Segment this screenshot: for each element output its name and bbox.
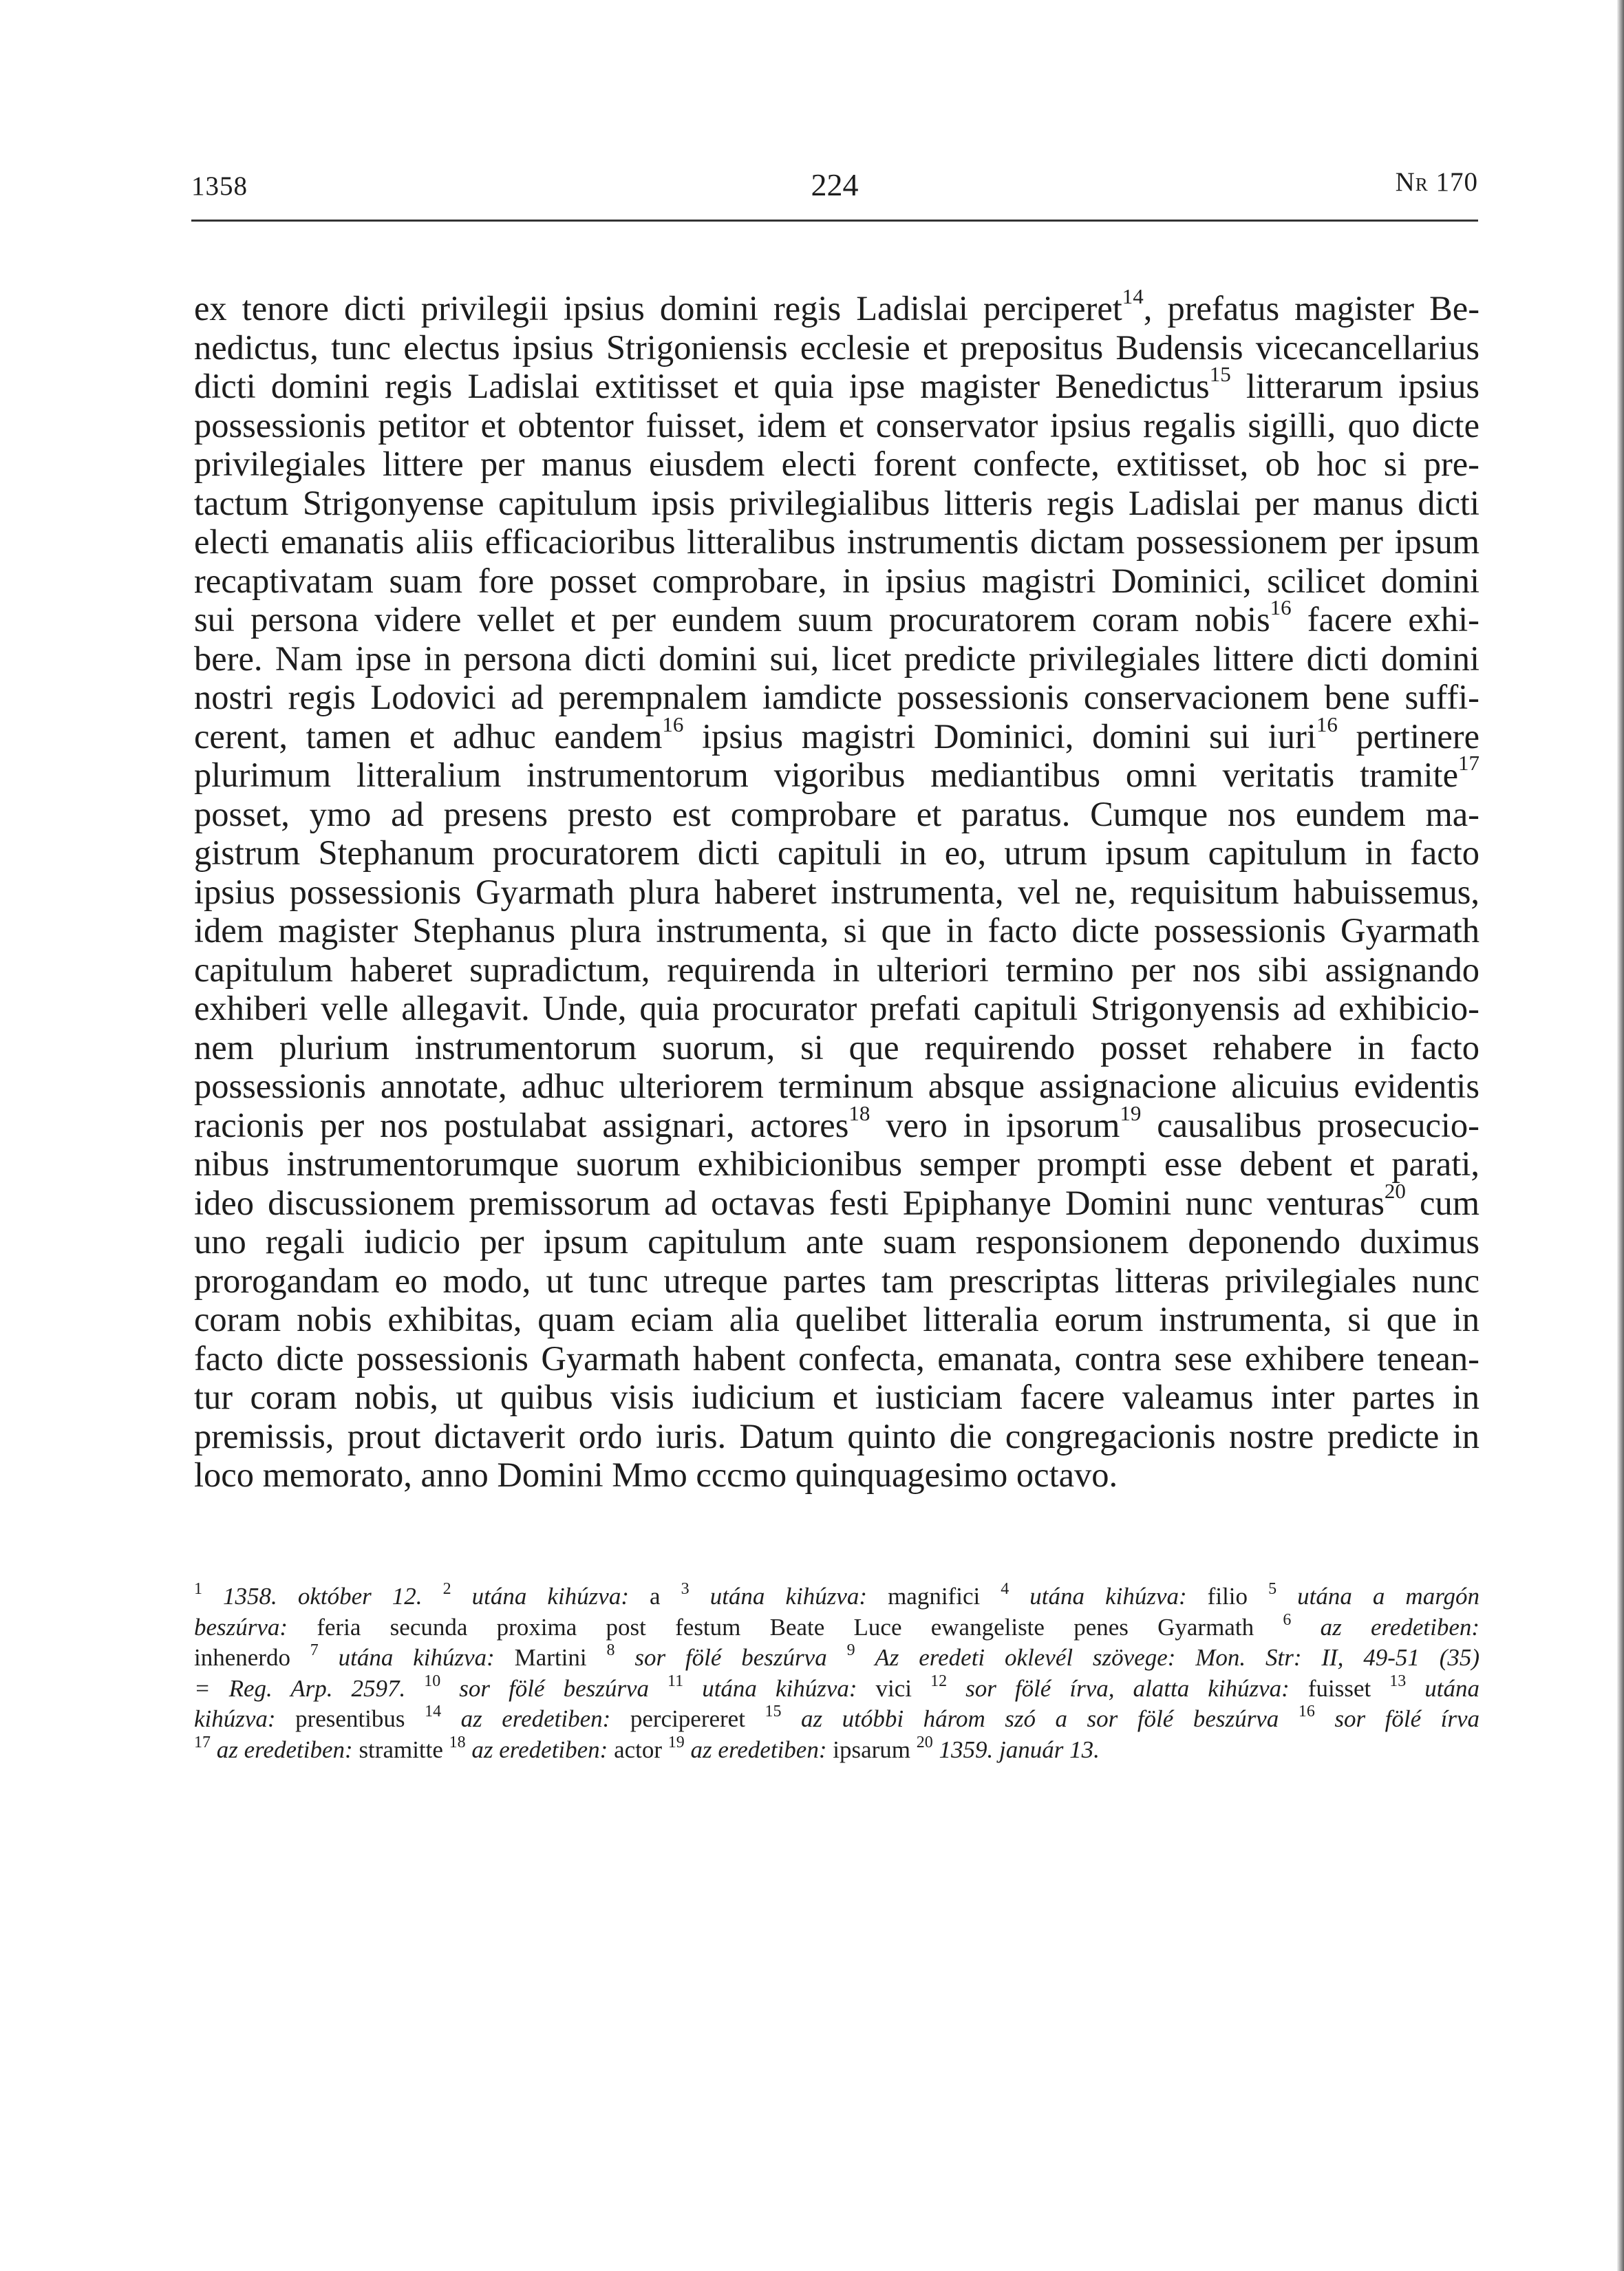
- footnote-line: [194, 1704, 1479, 1735]
- text-line: [194, 873, 1479, 912]
- text-run: [685, 1736, 691, 1763]
- footnote-marker: 8: [606, 1641, 615, 1659]
- footnote-marker: 9: [846, 1641, 855, 1659]
- text-line: [194, 1378, 1479, 1417]
- document-number: Nr 170: [1395, 167, 1478, 197]
- text-run: nedictus, tunc electus ipsius Strigoniensis ecclesie et prepositus Budensis vicecancellarius: [194, 328, 1479, 367]
- editorial-note: 1358. október 12.: [223, 1583, 423, 1610]
- text-run: exhiberi velle allegavit. Unde, quia procurator prefati capituli Strigonyensis ad exhibicio-: [194, 989, 1479, 1027]
- text-run: possessionis petitor et obtentor fuisset, idem et conservator ipsius regalis sigilli, quo dicte: [194, 405, 1479, 445]
- text-line: [194, 1100, 1479, 1145]
- editorial-note: utána kihúzva:: [1029, 1583, 1187, 1610]
- text-run: pertinere: [1337, 716, 1479, 756]
- editorial-note: sor fölé beszúrva: [634, 1644, 827, 1671]
- text-line: [194, 751, 1479, 795]
- text-run: [855, 1644, 875, 1671]
- editorial-note: utána kihúzva:: [338, 1644, 495, 1671]
- footnote-marker: 15: [1209, 362, 1231, 386]
- text-run: facere exhi-: [1291, 600, 1479, 639]
- editorial-note: az eredetiben:: [460, 1705, 611, 1732]
- text-run: [1315, 1705, 1335, 1732]
- text-line: [194, 522, 1479, 562]
- editorial-note: beszúrva:: [194, 1613, 288, 1641]
- footnote-line: [194, 1643, 1479, 1674]
- text-line: [194, 595, 1479, 639]
- text-run: vero in ipsorum: [870, 1105, 1120, 1144]
- footnote-line: [194, 1674, 1479, 1705]
- text-run: plurimum litteralium instrumentorum vigoribus mediantibus omni veritatis tramite: [194, 756, 1458, 794]
- footnote-marker: 11: [667, 1672, 684, 1690]
- footnote-marker: 13: [1389, 1672, 1407, 1690]
- text-line: [194, 795, 1479, 834]
- text-run: stramitte: [352, 1736, 449, 1763]
- footnote-marker: 5: [1268, 1580, 1277, 1598]
- footnote-marker: 20: [916, 1733, 933, 1751]
- footnote-marker: 14: [425, 1703, 442, 1720]
- text-run: [319, 1644, 339, 1671]
- text-run: [827, 1644, 847, 1671]
- text-line: [194, 445, 1479, 484]
- text-run: [202, 1583, 223, 1610]
- footnote-marker: 18: [449, 1733, 466, 1751]
- text-run: ipsius possessionis Gyarmath plura haberet instrumenta, vel ne, requisitum habuissemus,: [194, 872, 1479, 911]
- charter-text: [194, 284, 1480, 1495]
- text-line: [194, 1339, 1479, 1378]
- text-line: [194, 911, 1479, 950]
- text-run: percipereret: [610, 1705, 765, 1732]
- text-line: [194, 833, 1479, 873]
- text-line: [194, 1178, 1479, 1223]
- text-run: electi emanatis aliis efficacioribus litteralibus instrumentis dictam possessionem per ipsum: [194, 522, 1479, 561]
- text-run: [690, 1583, 710, 1610]
- text-line: [194, 484, 1479, 523]
- text-run: capitulum haberet supradictum, requirenda in ulteriori termino per nos sibi assignando: [194, 950, 1479, 989]
- text-run: causalibus prosecucio-: [1141, 1105, 1479, 1144]
- text-line: [194, 1028, 1479, 1067]
- text-run: Martini: [494, 1644, 607, 1671]
- text-run: [947, 1675, 965, 1702]
- text-run: vici: [857, 1674, 931, 1702]
- text-line: [194, 362, 1479, 406]
- footnote-marker: 12: [930, 1672, 948, 1690]
- editorial-note: sor fölé írva: [1334, 1705, 1480, 1732]
- footnotes: [194, 1581, 1479, 1765]
- text-run: [211, 1736, 217, 1763]
- text-run: ideo discussionem premissorum ad octavas festi Epiphanye Domini nunc venturas: [194, 1183, 1385, 1222]
- editorial-note: sor fölé beszúrva: [459, 1674, 650, 1702]
- editorial-note: sor fölé írva, alatta kihúzva:: [965, 1674, 1290, 1702]
- editorial-note: 1359. január 13.: [939, 1736, 1100, 1763]
- footnote-marker: 18: [848, 1100, 870, 1125]
- text-run: idem magister Stephanus plura instrumenta, si que in facto dicte possessionis Gyarmath: [194, 911, 1479, 950]
- editorial-note: az eredetiben:: [471, 1736, 608, 1763]
- text-run: cerent, tamen et adhuc eandem: [194, 716, 663, 756]
- editorial-note: Az eredeti oklevél szövege: Mon. Str: II, 49-51 (35): [875, 1644, 1480, 1671]
- text-line: [194, 989, 1479, 1028]
- text-line: [194, 712, 1479, 756]
- header-year: 1358: [191, 171, 248, 201]
- footnote-marker: 2: [442, 1580, 451, 1598]
- text-run: fuisset: [1289, 1674, 1390, 1702]
- text-run: [440, 1675, 459, 1702]
- running-head: [191, 164, 1478, 219]
- editorial-note: az eredetiben:: [216, 1736, 353, 1763]
- text-run: recaptivatam suam fore posset comprobare, in ipsius magistri Dominici, scilicet domini: [194, 561, 1479, 600]
- page-number: 224: [811, 167, 859, 202]
- text-run: [423, 1583, 443, 1610]
- editorial-note: utána kihúzva:: [702, 1674, 857, 1702]
- footnote-marker: 3: [681, 1580, 690, 1598]
- text-run: bere. Nam ipse in persona dicti domini sui, licet predicte privilegiales littere dicti domini: [194, 639, 1479, 678]
- text-run: [1406, 1675, 1424, 1702]
- text-run: litterarum ipsius: [1230, 367, 1479, 405]
- editorial-note: utána: [1424, 1674, 1480, 1702]
- text-run: [1279, 1705, 1299, 1732]
- text-run: [683, 1675, 702, 1702]
- text-line: [194, 328, 1479, 367]
- header-rule: [191, 220, 1478, 222]
- text-run: , prefatus magister Be-: [1143, 289, 1480, 328]
- editorial-note: utána a margón: [1297, 1583, 1480, 1610]
- text-run: cum: [1405, 1183, 1479, 1222]
- text-run: [649, 1675, 667, 1702]
- text-line: [194, 1456, 1479, 1495]
- text-run: gistrum Stephanum procuratorem dicti capituli in eo, utrum ipsum capitulum in facto: [194, 833, 1479, 872]
- text-line: [194, 1261, 1479, 1301]
- text-run: ex tenore dicti privilegii ipsius domini regis Ladislai perciperet: [194, 289, 1122, 328]
- text-run: dicti domini regis Ladislai extitisset et quia ipse magister Benedictus: [194, 367, 1210, 405]
- editorial-note: utána kihúzva:: [709, 1583, 868, 1610]
- text-run: [451, 1583, 472, 1610]
- text-run: privilegiales littere per manus eiusdem electi forent confecte, extitisset, ob hoc si pre-: [194, 445, 1479, 483]
- text-run: [1291, 1614, 1320, 1641]
- editorial-note: az utóbbi három szó a sor fölé beszúrva: [801, 1705, 1279, 1732]
- text-run: [781, 1705, 801, 1732]
- text-run: facto dicte possessionis Gyarmath habent confecta, emanata, contra sese exhibere tenean-: [194, 1339, 1479, 1378]
- editorial-note: kihúzva:: [194, 1705, 276, 1732]
- footnote-marker: 16: [1270, 595, 1292, 619]
- text-run: premissis, prout dictaverit ordo iuris. Datum quinto die congregacionis nostre predicte in: [194, 1416, 1479, 1456]
- text-run: [405, 1675, 424, 1702]
- text-run: nem plurium instrumentorum suorum, si que requirendo posset rehabere in facto: [194, 1027, 1479, 1067]
- text-line: [194, 406, 1479, 445]
- text-line: [194, 1067, 1479, 1106]
- text-run: posset, ymo ad presens presto est comprobare et paratus. Cumque nos eundem ma-: [194, 794, 1479, 833]
- text-run: [933, 1736, 939, 1763]
- text-line: [194, 950, 1479, 990]
- text-run: a: [629, 1583, 681, 1610]
- text-line: [194, 284, 1480, 328]
- text-run: [441, 1705, 461, 1732]
- footnote-marker: 16: [662, 712, 684, 736]
- text-run: [1276, 1583, 1297, 1610]
- text-run: nibus instrumentorumque suorum exhibicionibus semper prompti esse debent et parati,: [194, 1144, 1479, 1183]
- text-run: [615, 1644, 634, 1671]
- footnote-marker: 17: [1458, 751, 1479, 775]
- footnote-marker: 19: [1120, 1100, 1142, 1125]
- footnote-marker: 19: [667, 1733, 685, 1751]
- editorial-note: az eredetiben:: [690, 1736, 827, 1763]
- footnote-marker: 1: [194, 1580, 202, 1598]
- text-run: filio: [1186, 1583, 1269, 1610]
- footnote-marker: 4: [1001, 1580, 1009, 1598]
- editorial-note: utána kihúzva:: [471, 1583, 629, 1610]
- text-line: [194, 1417, 1479, 1456]
- text-run: magnifici: [867, 1583, 1001, 1610]
- text-run: prorogandam eo modo, ut tunc utreque partes tam prescriptas litteras privilegiales nunc: [194, 1261, 1479, 1300]
- footnote-marker: 20: [1384, 1178, 1406, 1203]
- text-line: [194, 639, 1479, 679]
- footnote-marker: 16: [1316, 712, 1338, 736]
- editorial-note: = Reg. Arp. 2597.: [194, 1674, 406, 1702]
- text-run: coram nobis exhibitas, quam eciam alia quelibet litteralia eorum instrumenta, si que in: [194, 1300, 1479, 1339]
- footnote-marker: 16: [1298, 1703, 1315, 1720]
- text-run: feria secunda proxima post festum Beate Luce ewangeliste penes Gyarmath: [288, 1613, 1283, 1641]
- text-run: nostri regis Lodovici ad perempnalem iamdicte possessionis conservacionem bene suffi-: [194, 678, 1479, 716]
- editorial-note: az eredetiben:: [1320, 1613, 1480, 1641]
- footnote-line: [194, 1612, 1479, 1643]
- text-line: [194, 1222, 1479, 1261]
- text-run: presentibus: [275, 1705, 425, 1732]
- text-run: possessionis annotate, adhuc ulteriorem terminum absque assignacione alicuius evidentis: [194, 1067, 1479, 1105]
- text-run: loco memorato, anno Domini Mmo cccmo quinquagesimo octavo.: [194, 1456, 1118, 1494]
- footnote-marker: 14: [1122, 284, 1144, 308]
- text-run: tactum Strigonyense capitulum ipsis privilegialibus litteris regis Ladislai per manus dicti: [194, 483, 1479, 522]
- scan-edge-shadow: [1617, 0, 1624, 2271]
- text-run: inhenerdo: [194, 1644, 310, 1671]
- text-line: [194, 562, 1479, 601]
- text-run: ipsarum: [826, 1736, 917, 1763]
- text-run: ipsius magistri Dominici, domini sui iuri: [683, 716, 1316, 756]
- text-run: uno regali iudicio per ipsum capitulum ante suam responsionem deponendo duximus: [194, 1222, 1479, 1261]
- text-run: actor: [608, 1736, 668, 1763]
- footnote-marker: 7: [310, 1641, 319, 1659]
- text-run: [1009, 1583, 1029, 1610]
- footnote-line: [194, 1581, 1479, 1612]
- footnote-marker: 6: [1283, 1610, 1292, 1629]
- text-line: [194, 1144, 1479, 1184]
- text-line: [194, 678, 1479, 717]
- footnote-marker: 17: [194, 1733, 211, 1751]
- footnote-marker: 10: [424, 1672, 441, 1690]
- text-run: tur coram nobis, ut quibus visis iudicium et iusticiam facere valeamus inter partes in: [194, 1378, 1479, 1416]
- text-run: racionis per nos postulabat assignari, actores: [194, 1105, 849, 1144]
- text-run: sui persona videre vellet et per eundem suum procuratorem coram nobis: [194, 600, 1270, 639]
- footnote-line: [194, 1735, 1479, 1766]
- text-line: [194, 1300, 1479, 1339]
- footnote-marker: 15: [765, 1703, 782, 1720]
